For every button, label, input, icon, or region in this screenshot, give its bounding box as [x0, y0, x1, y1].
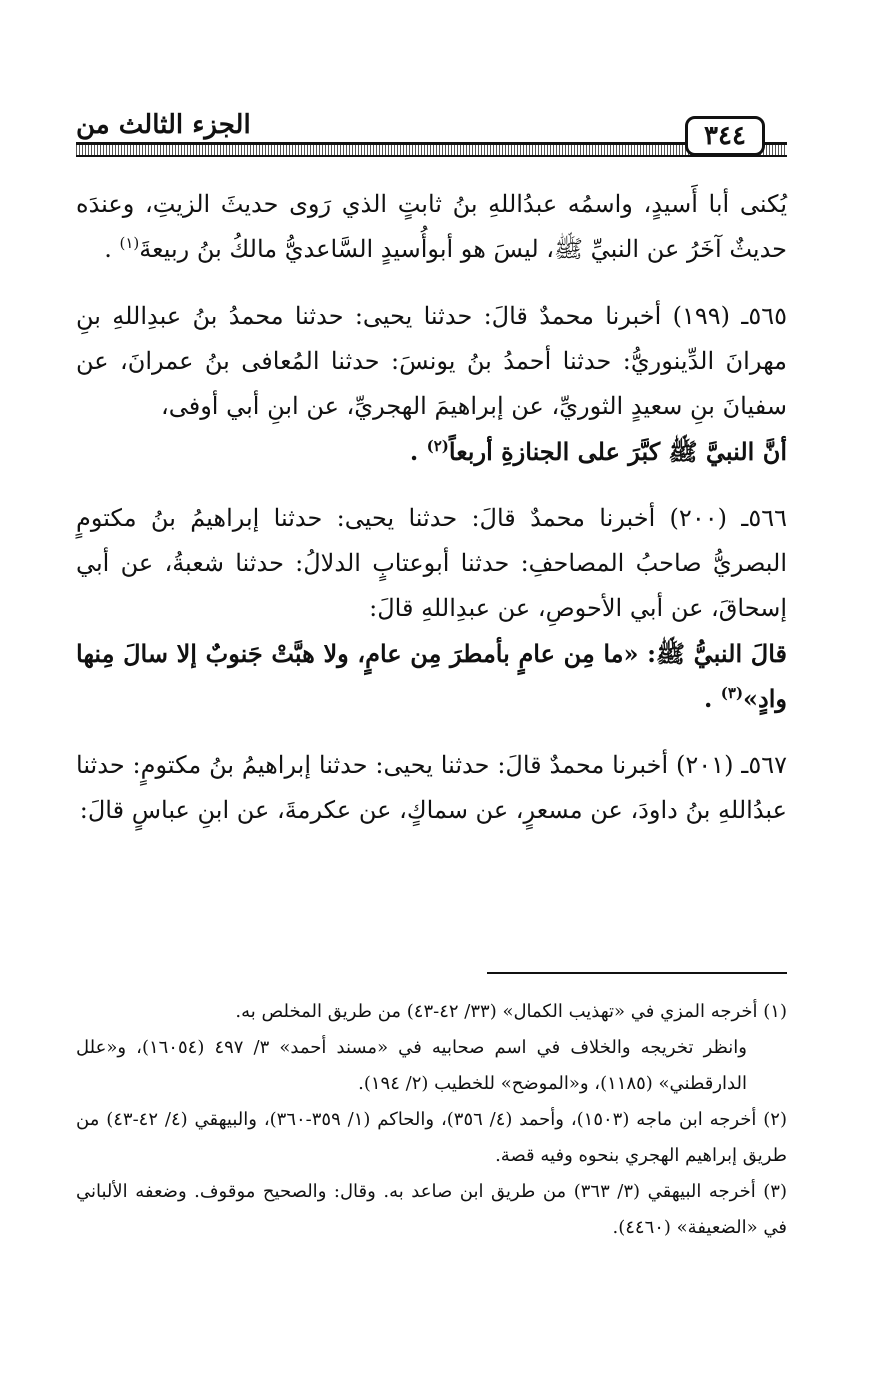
hadith-matn	[76, 631, 787, 721]
page-header	[76, 108, 787, 158]
footnote-ref[interactable]: (١)	[119, 234, 140, 252]
footnote-2: (٢) أخرجه ابن ماجه (١٥٠٣)، وأحمد (٤/ ٣٥٦)، والحاكم (١/ ٣٥٩-٣٦٠)، والبيهقي (٤/ ٤٢-٤٣) من طريق إبراهيم الهجري بنحوه وفيه قصة.	[76, 1109, 787, 1166]
footnotes	[76, 994, 787, 1246]
paragraph-text: ٥٦٦ـ (٢٠٠) أخبرنا محمدٌ قالَ: حدثنا يحيى: حدثنا إبراهيمُ بنُ مكتومٍ البصريُّ صاحبُ المصاحفِ: حدثنا أبوعتابٍ الدلالُ: حدثنا شعبةُ، عن أبي إسحاقَ، عن أبي الأحوصِ، عن عبدِاللهِ قالَ:	[76, 504, 787, 622]
footnote-1-continued: وانظر تخريجه والخلاف في اسم صحابيه في «مسند أحمد» ٣/ ٤٩٧ (١٦٠٥٤)، و«علل الدارقطني» (١١٨٥)، و«الموضح» للخطيب (٢/ ١٩٤).	[76, 1037, 747, 1094]
hadith-isnad	[76, 743, 787, 833]
main-text	[76, 182, 787, 833]
hadith-matn	[76, 429, 787, 474]
footnote-ref[interactable]: (٣)	[720, 684, 744, 702]
paragraph-text: أنَّ النبيَّ ﷺ كبَّرَ على الجنازةِ أربعاً	[448, 437, 787, 466]
footnote-3: (٣) أخرجه البيهقي (٣/ ٣٦٣) من طريق ابن صاعد به. وقال: والصحيح موقوف. وضعفه الألباني في «الضعيفة» (٤٤٦٠).	[76, 1181, 787, 1238]
paragraph	[76, 182, 787, 272]
paragraph-text: ٥٦٧ـ (٢٠١) أخبرنا محمدٌ قالَ: حدثنا يحيى: حدثنا إبراهيمُ بنُ مكتومٍ: حدثنا عبدُاللهِ بنُ داودَ، عن مسعرٍ، عن سماكٍ، عن عكرمةَ، عن ابنِ عباسٍ قالَ:	[76, 751, 787, 824]
footnote-separator	[487, 972, 787, 974]
paragraph-end: .	[104, 235, 120, 263]
footnote-ref[interactable]: (٢)	[426, 437, 449, 455]
hadith-isnad	[76, 294, 787, 429]
paragraph-text: قالَ النبيُّ ﷺ: «ما مِن عامٍ بأمطرَ مِن عامٍ، ولا هبَّتْ جَنوبٌ إلا سالَ مِنها وادٍ»	[76, 639, 787, 713]
footnote-1: (١) أخرجه المزي في «تهذيب الكمال» (٣٣/ ٤٢-٤٣) من طريق المخلص به.	[235, 1001, 787, 1022]
header-rule	[76, 142, 787, 157]
paragraph-end: .	[409, 437, 427, 466]
paragraph-text: ٥٦٥ـ (١٩٩) أخبرنا محمدٌ قالَ: حدثنا يحيى: حدثنا محمدُ بنُ عبدِاللهِ بنِ مهرانَ الدِّينوريُّ: حدثنا أحمدُ بنُ يونسَ: حدثنا المُعافى بنُ عمرانَ، عن سفيانَ بنِ سعيدٍ الثوريِّ، عن إبراهيمَ الهجريِّ، عن ابنِ أبي أوفى،	[76, 302, 787, 420]
hadith-isnad	[76, 496, 787, 631]
paragraph-end: .	[704, 684, 721, 713]
paragraph-text: يُكنى أبا أَسيدٍ، واسمُه عبدُاللهِ بنُ ثابتٍ الذي رَوى حديثَ الزيتِ، وعندَه حديثٌ آخَرُ عن النبيِّ ﷺ، ليسَ هو أبوأُسيدٍ السَّاعديُّ مالكُ بنُ ربيعةَ	[76, 190, 787, 263]
running-title: الجزء الثالث من	[76, 110, 259, 140]
page-number: ٣٤٤	[685, 116, 765, 156]
